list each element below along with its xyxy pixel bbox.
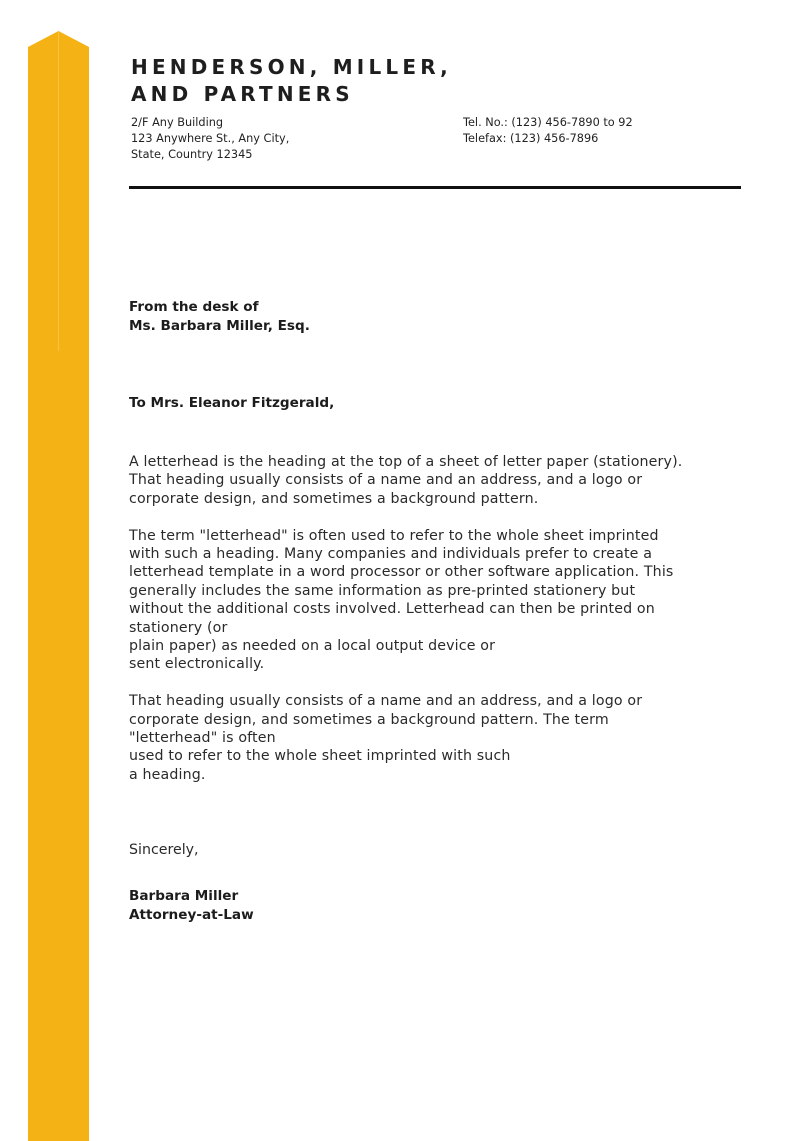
sender-name: Ms. Barbara Miller, Esq. [129, 318, 310, 334]
firm-address [131, 115, 289, 163]
signature-block [129, 887, 254, 925]
body-line: letterhead template in a word processor or other software application. This [129, 564, 674, 581]
body-line: with such a heading. Many companies and individuals prefer to create a [129, 546, 653, 563]
address-line: 2/F Any Building [131, 116, 224, 129]
body-line: plain paper) as needed on a local output device or [129, 638, 496, 655]
firm-name [131, 54, 452, 108]
body-line: stationery (or [129, 619, 228, 636]
accent-bar [28, 31, 89, 1141]
body-line: "letterhead" is often [129, 730, 276, 747]
body-line: corporate design, and sometimes a background pattern. The term [129, 711, 609, 728]
address-line: State, Country 12345 [131, 148, 253, 161]
body-line: without the additional costs involved. Letterhead can then be printed on [129, 601, 655, 618]
body-line: A letterhead is the heading at the top of a sheet of letter paper (stationery). [129, 454, 683, 470]
body-line: corporate design, and sometimes a background pattern. [129, 490, 539, 507]
from-block [129, 298, 310, 336]
address-line: 123 Anywhere St., Any City, [131, 132, 290, 145]
firm-name-line: HENDERSON, MILLER, [131, 55, 452, 79]
body-line: a heading. [129, 766, 206, 783]
salutation: To Mrs. Eleanor Fitzgerald, [129, 395, 335, 411]
signatory-title: Attorney-at-Law [129, 907, 254, 923]
firm-name-line: AND PARTNERS [131, 82, 354, 106]
header-divider [129, 186, 741, 189]
body-line: used to refer to the whole sheet imprinted with such [129, 748, 511, 765]
body-line: generally includes the same information as pre-printed stationery but [129, 582, 636, 599]
body-line: sent electronically. [129, 656, 265, 673]
body-line: That heading usually consists of a name and an address, and a logo or [129, 693, 643, 710]
body-paragraph-2 [129, 527, 749, 674]
telefax-line: Telefax: (123) 456-7896 [463, 132, 599, 145]
telephone-line: Tel. No.: (123) 456-7890 to 92 [463, 116, 633, 129]
firm-contact [463, 115, 633, 147]
letter-body [129, 453, 749, 803]
body-line: The term "letterhead" is often used to refer to the whole sheet imprinted [129, 527, 659, 544]
body-line: That heading usually consists of a name and an address, and a logo or [129, 472, 643, 489]
accent-pencil-shape [28, 31, 89, 1141]
closing: Sincerely, [129, 842, 199, 858]
from-label: From the desk of [129, 299, 259, 315]
body-paragraph-3 [129, 692, 749, 784]
body-paragraph-1 [129, 453, 749, 508]
signatory-name: Barbara Miller [129, 888, 239, 904]
